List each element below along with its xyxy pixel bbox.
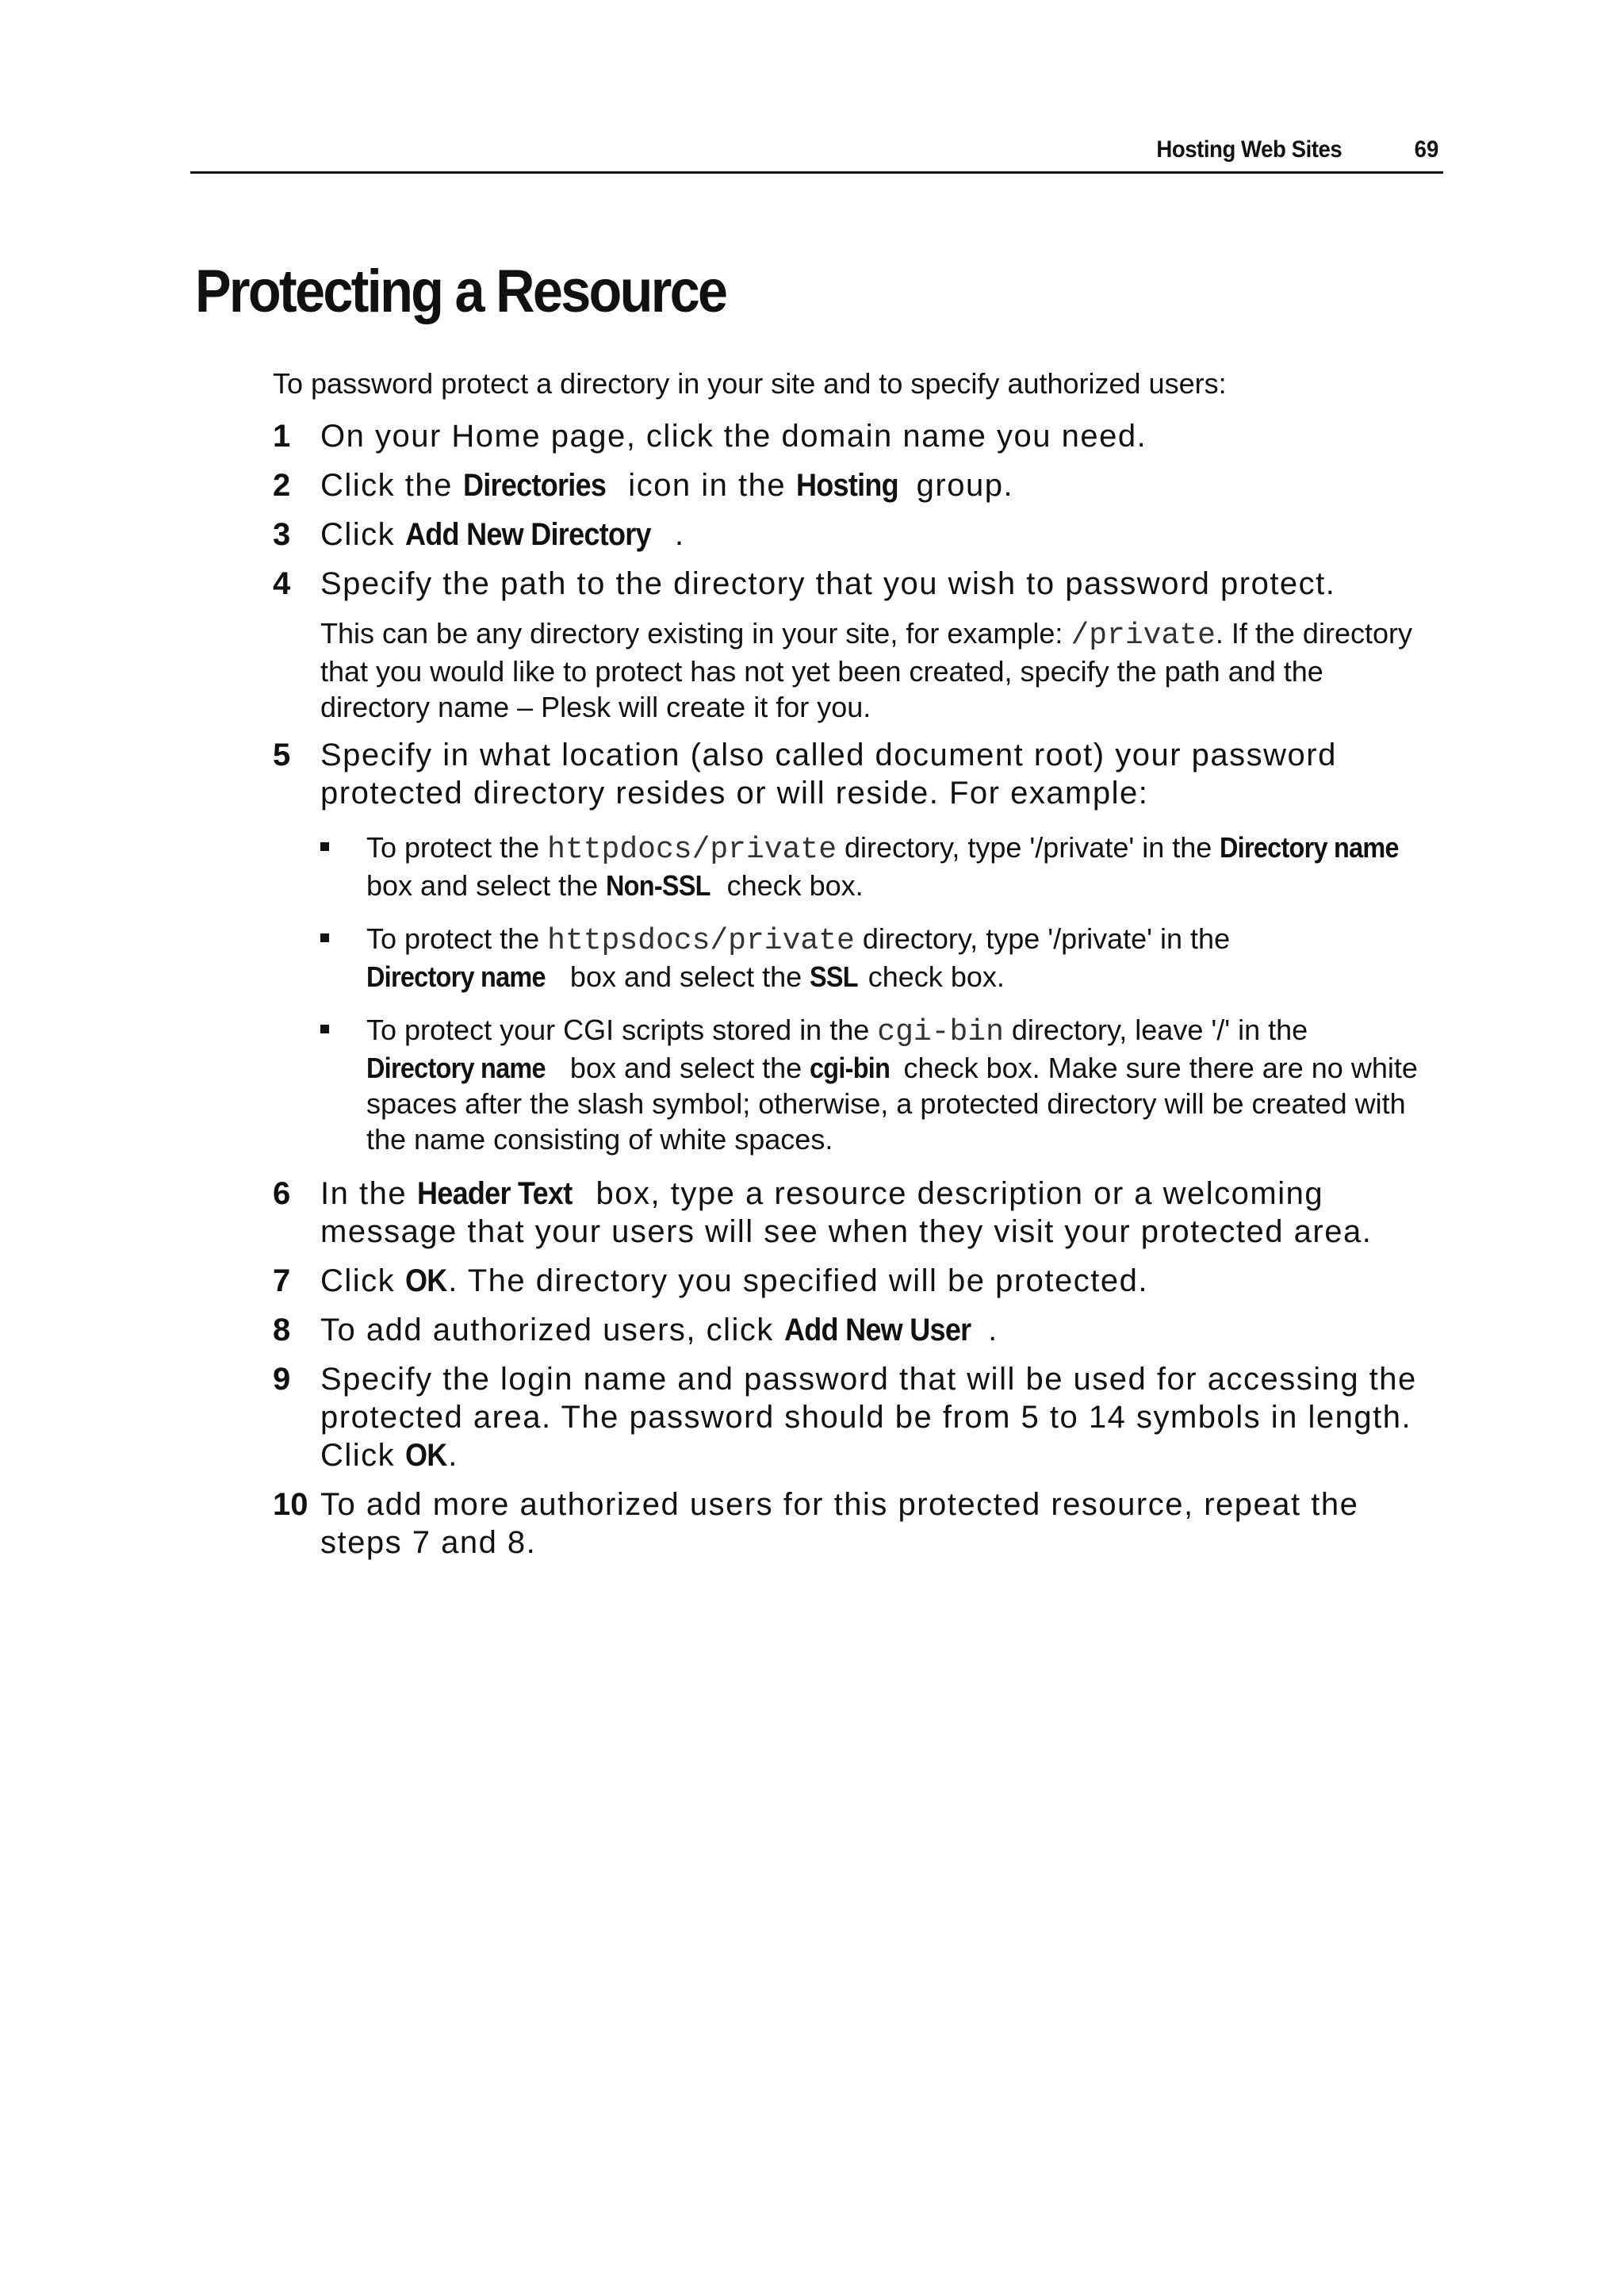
- bullet-text: directory, leave '/' in the: [1003, 1014, 1308, 1046]
- step-6: [273, 1175, 1431, 1251]
- step-number: 3: [273, 517, 291, 552]
- ui-label-directory-name: Directory name: [366, 960, 546, 993]
- step-note: [320, 615, 1431, 725]
- step-text: Specify the path to the directory that you wish to password protect.: [320, 566, 1336, 601]
- code-path: cgi-bin: [877, 1015, 1004, 1049]
- note-text: This can be any directory existing in your site, for example:: [320, 617, 1071, 650]
- step-text: In the: [320, 1176, 417, 1211]
- page-title: Protecting a Resource: [195, 258, 726, 325]
- step-4: [273, 565, 1431, 725]
- ui-label-directory-name: Directory name: [366, 1052, 546, 1084]
- step-text: box, type a resource description or a welcoming message that your users will see when they visit your protected area.: [320, 1176, 1373, 1249]
- step-text: Specify in what location (also called document root) your password protected directory resides or will reside. For example:: [320, 738, 1337, 811]
- step-number: 9: [273, 1362, 291, 1397]
- step-number: 1: [273, 419, 291, 454]
- ui-label-header-text: Header Text: [416, 1176, 573, 1211]
- ui-label-add-new-directory: Add New Directory: [404, 517, 651, 552]
- step-8: [273, 1311, 1431, 1349]
- step-text: icon in the: [618, 468, 796, 503]
- step-10: [273, 1485, 1431, 1562]
- step-3: [273, 516, 1431, 554]
- bullet-text: check box.: [860, 960, 1005, 993]
- step-text: Click: [320, 1263, 405, 1298]
- bullet-item: [320, 921, 1431, 995]
- example-bullets: [320, 830, 1431, 1157]
- step-text: .: [988, 1313, 998, 1347]
- bullet-text: To protect your CGI scripts stored in the: [366, 1014, 878, 1046]
- bullet-text: check box. Make sure there are no white spaces after the slash symbol; otherwise, a protected directory will be created with the name consisting of white spaces.: [366, 1052, 1418, 1156]
- ui-label-ok: OK: [404, 1263, 447, 1298]
- bullet-text: box and select the: [366, 869, 607, 902]
- step-text: Click the: [320, 468, 463, 503]
- step-number: 7: [273, 1263, 291, 1298]
- ui-label-hosting: Hosting: [795, 468, 898, 503]
- step-number: 10: [273, 1487, 308, 1522]
- step-2: [273, 466, 1431, 504]
- header-section-title: Hosting Web Sites: [1156, 136, 1342, 163]
- step-7: [273, 1262, 1431, 1300]
- bullet-text: To protect the: [366, 922, 548, 955]
- bullet-item: [320, 830, 1431, 903]
- ui-label-cgi-bin: cgi-bin: [810, 1052, 891, 1084]
- steps-list: [273, 417, 1431, 1573]
- code-path: httpsdocs/private: [547, 924, 855, 958]
- step-number: 5: [273, 738, 291, 772]
- step-text: To add more authorized users for this protected resource, repeat the steps 7 and 8.: [320, 1487, 1359, 1560]
- step-number: 8: [273, 1313, 291, 1347]
- step-text: .: [675, 517, 685, 552]
- step-text: Specify the login name and password that will be used for accessing the protected area. The password should be from 5 to 14 symbols in length. Click: [320, 1362, 1417, 1473]
- step-1: [273, 417, 1431, 455]
- code-path: httpdocs/private: [547, 833, 837, 867]
- page-number: 69: [1414, 136, 1438, 163]
- ui-label-ssl: SSL: [810, 960, 859, 993]
- bullet-text: box and select the: [561, 960, 810, 993]
- code-path: /private: [1071, 619, 1216, 653]
- ui-label-add-new-user: Add New User: [783, 1313, 971, 1347]
- step-text: To add authorized users, click: [320, 1313, 784, 1347]
- bullet-text: box and select the: [561, 1052, 810, 1084]
- bullet-text: To protect the: [366, 831, 548, 864]
- ui-label-ok: OK: [404, 1438, 447, 1473]
- step-number: 6: [273, 1176, 291, 1211]
- bullet-text: check box.: [718, 869, 864, 902]
- step-5: [273, 736, 1431, 1157]
- intro-paragraph: To password protect a directory in your site and to specify authorized users:: [273, 367, 1227, 400]
- square-bullet-icon: [320, 933, 329, 942]
- square-bullet-icon: [320, 842, 329, 851]
- step-number: 2: [273, 468, 291, 503]
- step-text: group.: [906, 468, 1014, 503]
- note-text: . If the directory that you would like to protect has not yet been created, specify the path and the directory name – Plesk will create it for you.: [320, 617, 1412, 723]
- square-bullet-icon: [320, 1025, 329, 1033]
- step-text: . The directory you specified will be protected.: [448, 1263, 1148, 1298]
- ui-label-non-ssl: Non-SSL: [606, 869, 710, 902]
- bullet-item: [320, 1012, 1431, 1157]
- step-text: On your Home page, click the domain name you need.: [320, 419, 1147, 454]
- bullet-text: directory, type '/private' in the: [837, 831, 1220, 864]
- step-text: .: [448, 1438, 458, 1473]
- step-9: [273, 1360, 1431, 1474]
- step-text: Click: [320, 517, 405, 552]
- running-header: [190, 133, 1443, 174]
- step-number: 4: [273, 566, 291, 601]
- ui-label-directories: Directories: [462, 468, 606, 503]
- ui-label-directory-name: Directory name: [1220, 831, 1400, 864]
- bullet-text: directory, type '/private' in the: [854, 922, 1231, 955]
